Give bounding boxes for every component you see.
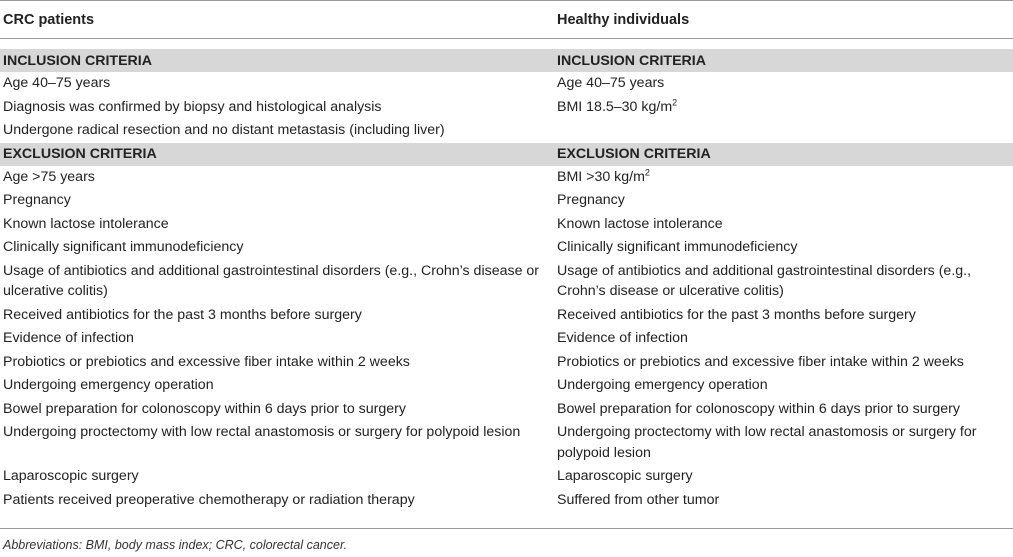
table-bottom-rule <box>0 528 1013 529</box>
exclusion-right-item: Usage of antibiotics and additional gastrointestinal disorders (e.g., Crohn’s disease or ulcerative colitis) <box>557 262 972 299</box>
table-row <box>0 304 1013 328</box>
abbreviations-footnote: Abbreviations: BMI, body mass index; CRC, colorectal cancer. <box>3 538 348 552</box>
inclusion-left-item: Age 40–75 years <box>3 75 111 91</box>
header-healthy-individuals: Healthy individuals <box>553 1 1013 39</box>
exclusion-right-item: Laparoscopic surgery <box>557 468 693 484</box>
exclusion-section-row <box>0 143 1013 166</box>
table-header-row <box>0 1 1013 39</box>
bmi-over-text: BMI >30 kg/m <box>557 168 645 185</box>
table-row <box>0 236 1013 260</box>
exclusion-title-right: EXCLUSION CRITERIA <box>553 143 1013 166</box>
inclusion-left-item: Diagnosis was confirmed by biopsy and histological analysis <box>3 98 382 115</box>
header-crc-patients: CRC patients <box>0 1 553 39</box>
inclusion-right-item <box>553 96 1013 120</box>
exclusion-right-item: Suffered from other tumor <box>557 491 720 508</box>
exclusion-right-item: Known lactose intolerance <box>557 215 723 232</box>
table-row <box>0 213 1013 237</box>
table-row <box>0 421 1013 465</box>
table-row <box>0 374 1013 398</box>
inclusion-right-item <box>553 119 1013 143</box>
exclusion-right-item: Received antibiotics for the past 3 months before surgery <box>557 306 916 323</box>
table-row <box>0 72 1013 96</box>
exclusion-left-item: Pregnancy <box>3 192 71 208</box>
exclusion-right-item: Bowel preparation for colonoscopy within 6 days prior to surgery <box>557 400 960 417</box>
exclusion-right-item: Clinically significant immunodeficiency <box>557 239 798 255</box>
table-row <box>0 351 1013 375</box>
exclusion-left-item: Known lactose intolerance <box>3 215 169 232</box>
exclusion-title-left: EXCLUSION CRITERIA <box>0 143 553 166</box>
table-row <box>0 489 1013 515</box>
bmi-superscript: 2 <box>672 96 678 107</box>
table-row <box>0 96 1013 120</box>
bmi-range-text: BMI 18.5–30 kg/m <box>557 98 673 115</box>
exclusion-right-item: Pregnancy <box>557 192 625 208</box>
table-row <box>0 465 1013 489</box>
exclusion-right-item: Undergoing emergency operation <box>557 377 768 393</box>
exclusion-left-item: Laparoscopic surgery <box>3 468 139 484</box>
table-row <box>0 260 1013 304</box>
exclusion-left-item: Undergoing emergency operation <box>3 377 214 393</box>
exclusion-left-item: Age >75 years <box>3 168 95 185</box>
exclusion-left-item: Usage of antibiotics and additional gastrointestinal disorders (e.g., Crohn’s disease or ulcerative colitis) <box>3 262 540 299</box>
inclusion-title-left: INCLUSION CRITERIA <box>0 49 553 72</box>
exclusion-right-item: Evidence of infection <box>557 330 688 346</box>
exclusion-right-item <box>553 166 1013 190</box>
inclusion-section-row <box>0 49 1013 72</box>
table-row <box>0 166 1013 190</box>
table-row <box>0 398 1013 422</box>
inclusion-left-item: Undergone radical resection and no distant metastasis (including liver) <box>3 122 445 138</box>
exclusion-right-item: Probiotics or prebiotics and excessive fiber intake within 2 weeks <box>557 353 964 370</box>
table-row <box>0 327 1013 351</box>
exclusion-left-item: Clinically significant immunodeficiency <box>3 239 244 255</box>
exclusion-left-item: Probiotics or prebiotics and excessive fiber intake within 2 weeks <box>3 353 410 370</box>
exclusion-left-item: Patients received preoperative chemotherapy or radiation therapy <box>3 491 415 508</box>
exclusion-right-item: Undergoing proctectomy with low rectal anastomosis or surgery for polypoid lesion <box>557 424 977 461</box>
bmi-superscript: 2 <box>644 166 650 177</box>
inclusion-right-item: Age 40–75 years <box>557 75 665 91</box>
exclusion-left-item: Received antibiotics for the past 3 months before surgery <box>3 306 362 323</box>
exclusion-left-item: Undergoing proctectomy with low rectal anastomosis or surgery for polypoid lesion <box>3 424 521 440</box>
exclusion-left-item: Bowel preparation for colonoscopy within 6 days prior to surgery <box>3 400 406 417</box>
exclusion-left-item: Evidence of infection <box>3 330 134 346</box>
table-row <box>0 119 1013 143</box>
table-row <box>0 189 1013 213</box>
inclusion-title-right: INCLUSION CRITERIA <box>553 49 1013 72</box>
